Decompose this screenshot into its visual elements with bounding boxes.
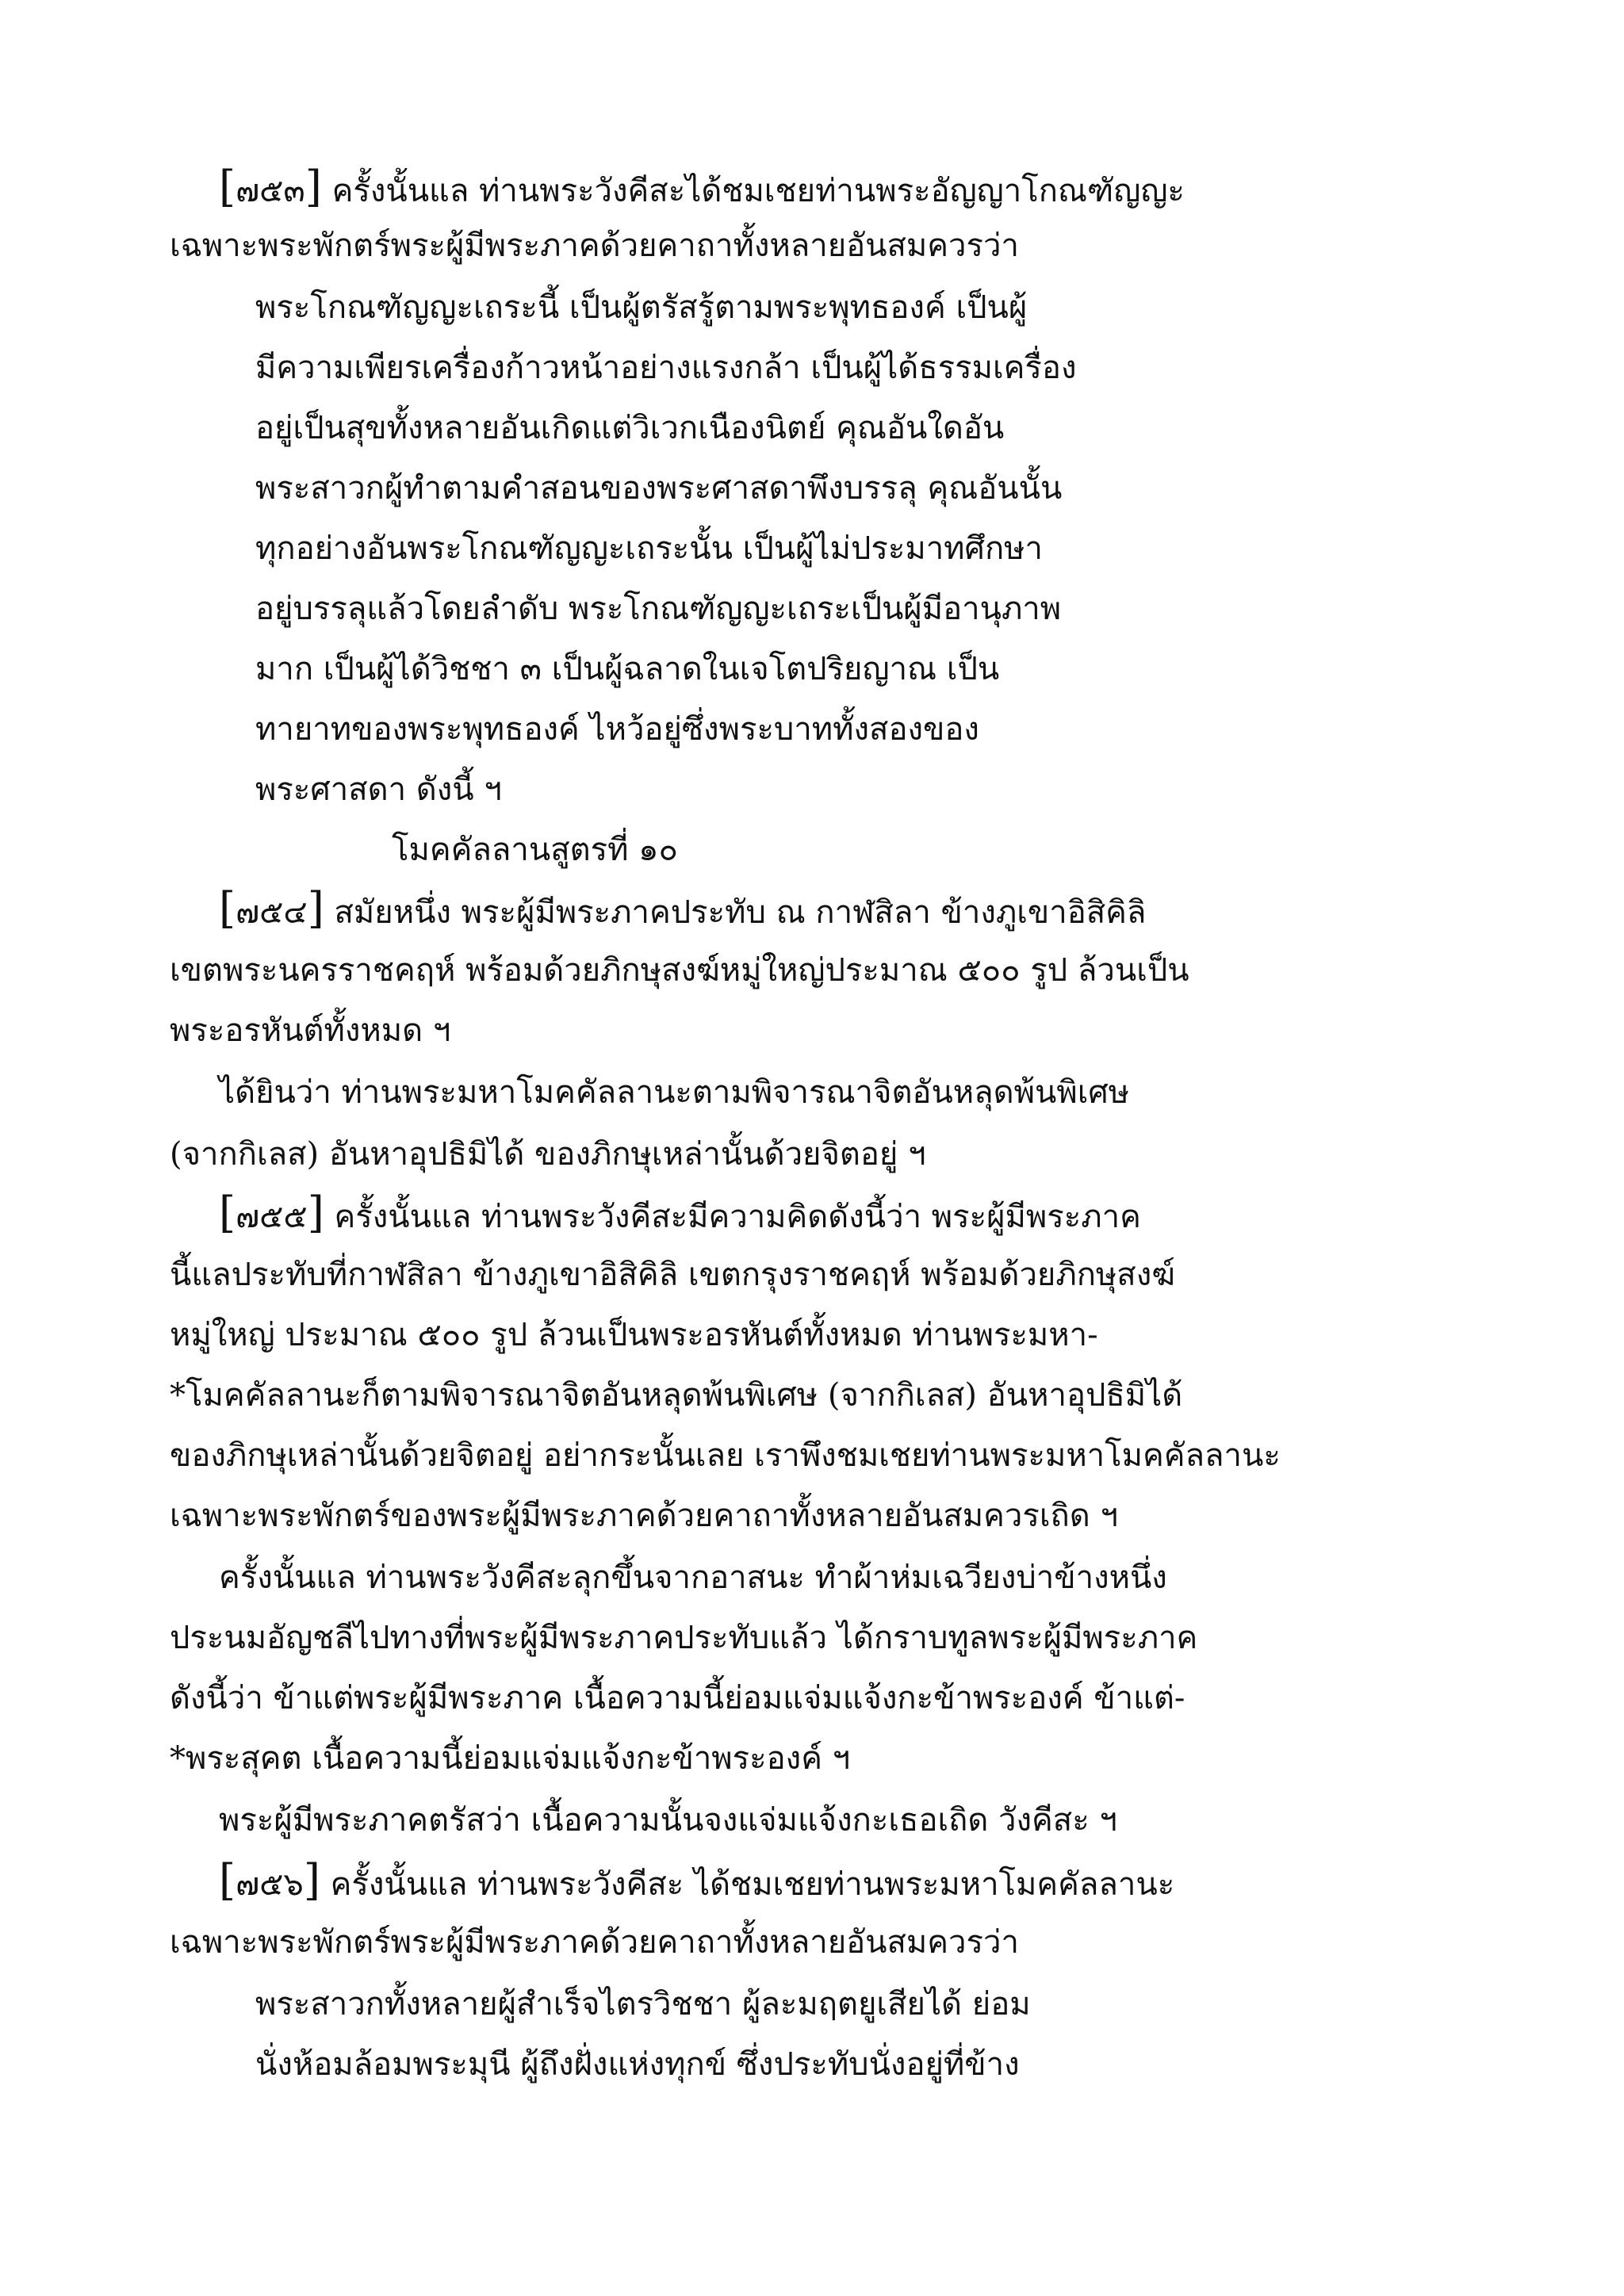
text-line: ได้ยินว่า ท่านพระมหาโมคคัลลานะตามพิจารณาจิตอันหลุดพ้นพิเศษ [219,1074,1130,1111]
sutta-heading: โมคคัลลานสูตรที่ ๑๐ [392,832,678,868]
text-line: พระผู้มีพระภาคตรัสว่า เนื้อความนั้นจงแจ่มแจ้งกะเธอเถิด วังคีสะ ฯ [219,1802,1117,1839]
paragraph-754-line-1 [219,883,1146,938]
text-line: ดังนี้ว่า ข้าแต่พระผู้มีพระภาค เนื้อความนี้ย่อมแจ่มแจ้งกะข้าพระองค์ ข้าแต่- [170,1680,1185,1716]
paragraph-text: ครั้งนั้นแล ท่านพระวังคีสะ ได้ชมเชยท่านพระมหาโมคคัลลานะ [320,1866,1175,1903]
bracket-close: ] [304,162,322,212]
bracket-close: ] [307,883,324,933]
bracket-open: [ [219,1855,236,1905]
paragraph-755-line-1 [219,1188,1141,1242]
bracket-open: [ [219,1188,236,1238]
verse-line: นั่งห้อมล้อมพระมุนี ผู้ถึงฝั่งแห่งทุกข์ ซึ่งประทับนั่งอยู่ที่ข้าง [255,2046,1020,2083]
verse-line: พระศาสดา ดังนี้ ฯ [255,771,502,808]
bracket-open: [ [219,162,236,212]
paragraph-756-line-1 [219,1855,1174,1910]
bracket-close: ] [303,1855,320,1905]
paragraph-number: ๗๕๔ [236,894,308,931]
verse-line: อยู่บรรลุแล้วโดยลำดับ พระโกณฑัญญะเถระเป็นผู้มีอานุภาพ [255,591,1062,627]
text-line: เฉพาะพระพักตร์พระผู้มีพระภาคด้วยคาถาทั้งหลายอันสมควรว่า [170,228,1019,264]
bracket-open: [ [219,883,236,933]
verse-line: พระสาวกผู้ทำตามคำสอนของพระศาสดาพึงบรรลุ คุณอันนั้น [255,470,1063,507]
text-line: ของภิกษุเหล่านั้นด้วยจิตอยู่ อย่ากระนั้นเลย เราพึงชมเชยท่านพระมหาโมคคัลลานะ [170,1437,1281,1474]
text-line: นี้แลประทับที่กาฬสิลา ข้างภูเขาอิสิคิลิ เขตกรุงราชคฤห์ พร้อมด้วยภิกษุสงฆ์ [170,1257,1175,1293]
text-line: เฉพาะพระพักตร์พระผู้มีพระภาคด้วยคาถาทั้งหลายอันสมควรว่า [170,1924,1019,1961]
paragraph-number: ๗๕๕ [236,1199,308,1235]
verse-line: มีความเพียรเครื่องก้าวหน้าอย่างแรงกล้า เป็นผู้ได้ธรรมเครื่อง [255,350,1077,386]
paragraph-number: ๗๕๓ [236,173,305,209]
text-line: *พระสุคต เนื้อความนี้ย่อมแจ่มแจ้งกะข้าพระองค์ ฯ [170,1740,851,1777]
text-line: (จากกิเลส) อันหาอุปธิมิได้ ของภิกษุเหล่านั้นด้วยจิตอยู่ ฯ [170,1136,926,1173]
text-line: หมู่ใหญ่ ประมาณ ๕๐๐ รูป ล้วนเป็นพระอรหันต์ทั้งหมด ท่านพระมหา- [170,1317,1098,1353]
verse-line: พระโกณฑัญญะเถระนี้ เป็นผู้ตรัสรู้ตามพระพุทธองค์ เป็นผู้ [255,289,1028,326]
paragraph-number: ๗๕๖ [236,1866,304,1903]
text-line: *โมคคัลลานะก็ตามพิจารณาจิตอันหลุดพ้นพิเศษ (จากกิเลส) อันหาอุปธิมิได้ [170,1377,1183,1414]
text-line: เฉพาะพระพักตร์ของพระผู้มีพระภาคด้วยคาถาทั้งหลายอันสมควรเถิด ฯ [170,1498,1118,1534]
paragraph-text: สมัยหนึ่ง พระผู้มีพระภาคประทับ ณ กาฬสิลา ข้างภูเขาอิสิคิลิ [324,894,1147,931]
paragraph-text: ครั้งนั้นแล ท่านพระวังคีสะได้ชมเชยท่านพระอัญญาโกณฑัญญะ [321,173,1185,209]
text-line: เขตพระนครราชคฤห์ พร้อมด้วยภิกษุสงฆ์หมู่ใหญ่ประมาณ ๕๐๐ รูป ล้วนเป็น [170,952,1189,989]
verse-line: ทายาทของพระพุทธองค์ ไหว้อยู่ซึ่งพระบาททั้งสองของ [255,711,979,748]
text-line: ครั้งนั้นแล ท่านพระวังคีสะลุกขึ้นจากอาสนะ ทำผ้าห่มเฉวียงบ่าข้างหนึ่ง [219,1559,1167,1596]
paragraph-text: ครั้งนั้นแล ท่านพระวังคีสะมีความคิดดังนี้ว่า พระผู้มีพระภาค [324,1199,1141,1235]
verse-line: พระสาวกทั้งหลายผู้สำเร็จไตรวิชชา ผู้ละมฤตยูเสียได้ ย่อม [255,1986,1031,2022]
verse-line: อยู่เป็นสุขทั้งหลายอันเกิดแต่วิเวกเนืองนิตย์ คุณอันใดอัน [255,410,1005,446]
bracket-close: ] [307,1188,324,1238]
verse-line: มาก เป็นผู้ได้วิชชา ๓ เป็นผู้ฉลาดในเจโตปริยญาณ เป็น [255,651,1000,687]
paragraph-753-line-1 [219,162,1185,216]
text-line: พระอรหันต์ทั้งหมด ฯ [170,1012,451,1049]
verse-line: ทุกอย่างอันพระโกณฑัญญะเถระนั้น เป็นผู้ไม่ประมาทศึกษา [255,530,1043,567]
text-line: ประนมอัญชลีไปทางที่พระผู้มีพระภาคประทับแล้ว ได้กราบทูลพระผู้มีพระภาค [170,1620,1198,1656]
